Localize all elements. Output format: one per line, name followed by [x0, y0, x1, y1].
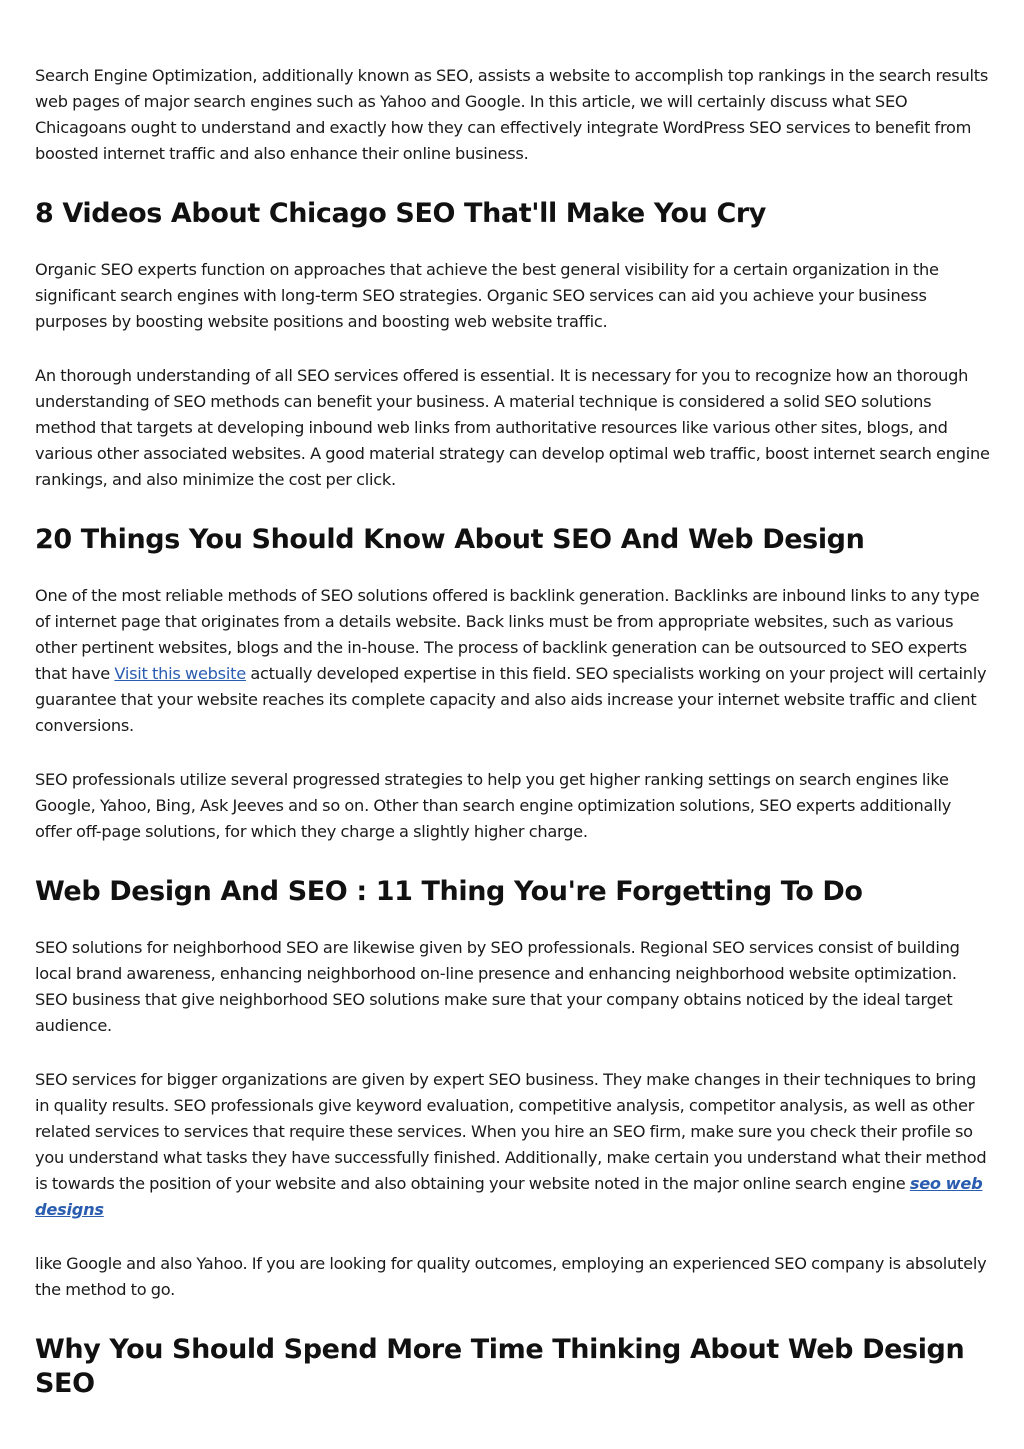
section-heading-seo-web-design: 20 Things You Should Know About SEO And Web Design [35, 524, 865, 555]
section-heading-web-design-seo: Why You Should Spend More Time Thinking About Web Design SEO [35, 1334, 965, 1399]
organic-seo-paragraph: Organic SEO experts function on approaches that achieve the best general visibility for a certain organization in the significant search engines with long-term SEO strategies. Organic SEO services can aid you achieve your business purposes by boosting website positions and boosting web website traffic. [35, 260, 939, 331]
intro-paragraph: Search Engine Optimization, additionally known as SEO, assists a website to accomplish top rankings in the search results web pages of major search engines such as Yahoo and Google. In this article, we will certainly discuss what SEO Chicagoans ought to understand and exactly how they can effectively integrate WordPress SEO services to benefit from boosted internet traffic and also enhance their online business. [35, 66, 989, 163]
section-heading-forgetting: Web Design And SEO : 11 Thing You're Forgetting To Do [35, 876, 863, 907]
organizations-text: SEO services for bigger organizations are given by expert SEO business. They make changes in their techniques to bring in quality results. SEO professionals give keyword evaluation, competitive analysis, competitor analysis, as well as other related services to services that require these services. When you hire an SEO firm, make sure you check their profile so you understand what tasks they have successfully finished. Additionally, make certain you understand what their method is towards the position of your website and also obtaining your website noted in the major online search engine [35, 1070, 987, 1193]
visit-website-link[interactable]: Visit this website [114, 664, 246, 683]
seo-web-designs-link[interactable]: seo web designs [35, 1174, 983, 1219]
section-heading-chicago-seo: 8 Videos About Chicago SEO That'll Make You Cry [35, 198, 767, 229]
backlink-paragraph [35, 583, 990, 739]
seo-understanding-paragraph: An thorough understanding of all SEO services offered is essential. It is necessary for you to recognize how an thorough understanding of SEO methods can benefit your business. A material technique is considered a solid SEO solutions method that targets at developing inbound web links from authoritative resources like various other sites, blogs, and various other associated websites. A good material strategy can develop optimal web traffic, boost internet search engine rankings, and also minimize the cost per click. [35, 366, 990, 489]
bigger-organizations-paragraph [35, 1067, 990, 1223]
seo-professionals-paragraph: SEO professionals utilize several progressed strategies to help you get higher ranking settings on search engines like Google, Yahoo, Bing, Ask Jeeves and so on. Other than search engine optimization solutions, SEO experts additionally offer off-page solutions, for which they charge a slightly higher charge. [35, 770, 952, 841]
local-seo-paragraph: SEO solutions for neighborhood SEO are likewise given by SEO professionals. Regional SEO services consist of building local brand awareness, enhancing neighborhood on-line presence and enhancing neighborhood website optimization. SEO business that give neighborhood SEO solutions make sure that your company obtains noticed by the ideal target audience. [35, 938, 960, 1035]
backlink-text-before: One of the most reliable methods of SEO solutions offered is backlink generation. Backlinks are inbound links to any type of internet page that originates from a details website. Back links must be from appropriate websites, such as various other pertinent websites, blogs and the in-house. The process of backlink generation can be outsourced to SEO experts that have [35, 586, 980, 683]
quality-outcomes-paragraph: like Google and also Yahoo. If you are looking for quality outcomes, employing an experienced SEO company is absolutely the method to go. [35, 1254, 987, 1299]
backlink-text-after: actually developed expertise in this field. SEO specialists working on your project will certainly guarantee that your website reaches its complete capacity and also aids increase your internet website traffic and client conversions. [35, 664, 987, 735]
